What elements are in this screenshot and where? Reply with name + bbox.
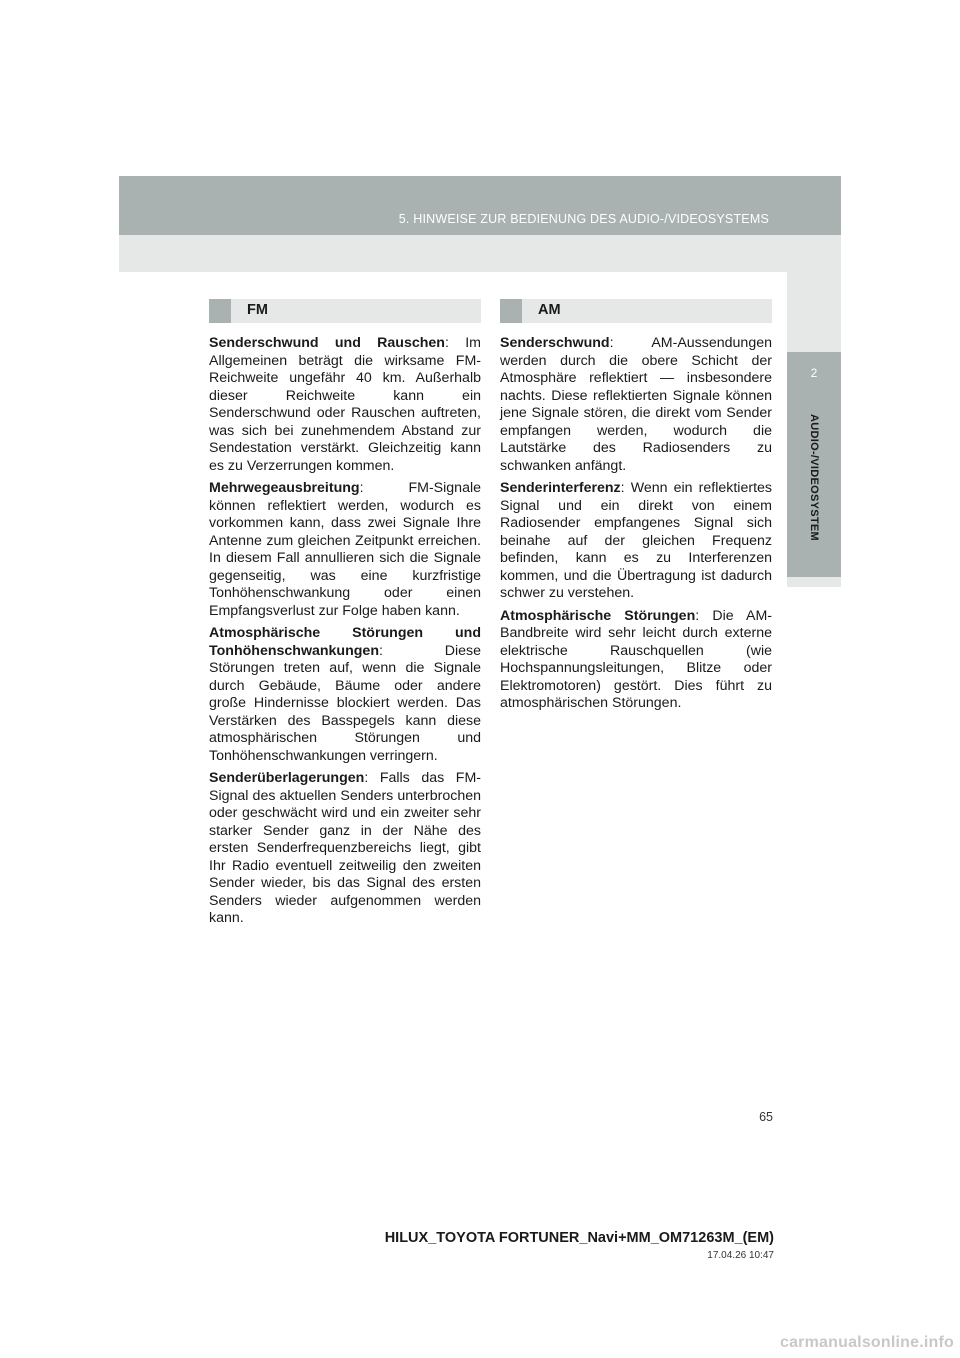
term: Atmosphärische Störungen [500,607,696,624]
footer-date: 17.04.26 10:47 [707,1250,774,1261]
fm-paragraph: Senderschwund und Rauschen: Im Allgemeinen beträgt die wirksame FM-Reichweite ungefähr 40 km. Außerhalb dieser Reichweite kann ein Senderschwund oder Rauschen auftreten, was sich bei zunehmendem Abstand zur Sendestation verstärkt. Gleichzeitig kann es zu Verzerrungen kommen. [209,335,481,474]
chapter-number: 2 [810,366,818,380]
page-number: 65 [759,1110,773,1124]
term: Senderinterferenz [500,480,621,496]
am-column [500,299,772,718]
watermark-logo: carmanualsonline.info [779,1334,954,1351]
term: Mehrwegeausbreitung [209,480,360,496]
fm-paragraph: Mehrwegeausbreitung: FM-Signale können reflektiert werden, wodurch es vorkommen kann, dass zwei Signale Ihre Antenne zum gleichen Zeitpunkt erreichen. In diesem Fall annullieren sich die Signale gegenseitig, was eine kurzfristige Tonhöhenschwankung oder einen Empfangsverlust zur Folge haben kann. [209,480,481,619]
section-marker [209,299,231,323]
header-sub-band [119,235,841,272]
am-section-title: AM [538,302,561,318]
fm-column [209,299,481,933]
term: Atmosphärische Störungen und Tonhöhenschwankungen [209,625,481,659]
footer-model-code: HILUX_TOYOTA FORTUNER_Navi+MM_OM71263M_(EM) [384,1230,774,1246]
am-paragraph: Senderinterferenz: Wenn ein reflektiertes Signal und ein direkt von einem Radiosender empfangenes Signal sich beinahe auf der gleichen Frequenz befinden, kann es zu Interferenzen kommen, und die Übertragung ist dadurch schwer zu verstehen. [500,480,772,601]
fm-paragraph: Atmosphärische Störungen und Tonhöhenschwankungen: Diese Störungen treten auf, wenn die Signale durch Gebäude, Bäume oder andere große Hindernisse blockiert werden. Das Verstärken des Basspegels kann diese atmosphärischen Störungen und Tonhöhenschwankungen verringern. [209,625,481,764]
fm-section-header [209,299,481,323]
am-paragraph: Senderschwund: AM-Aussendungen werden durch die obere Schicht der Atmosphäre reflektiert — insbesondere nachts. Diese reflektierten Signale können jene Signale stören, die direkt vom Sender empfangen werden, wodurch die Lautstärke des Radiosenders zu schwanken anfängt. [500,335,772,474]
am-section-header [500,299,772,323]
am-paragraph: Atmosphärische Störungen: Die AM-Bandbreite wird sehr leicht durch externe elektrische Rauschquellen (wie Hochspannungsleitungen, Blitze oder Elektromotoren) gestört. Dies führt zu atmosphärischen Störungen. [500,607,772,711]
term: Senderschwund [500,335,610,351]
header-band [119,176,841,235]
section-marker [500,299,522,323]
fm-section-title: FM [247,302,268,318]
term: Senderüberlagerungen [209,770,365,786]
fm-paragraph: Senderüberlagerungen: Falls das FM-Signal des aktuellen Senders unterbrochen oder geschwächt wird und ein zweiter sehr starker Sender ganz in der Nähe des ersten Senderfrequenzbereichs liegt, gibt Ihr Radio eventuell zeitweilig den zweiten Sender wieder, bis das Signal des ersten Senders wieder aufgenommen werden kann. [209,770,481,926]
term: Senderschwund und Rauschen [209,335,445,351]
chapter-side-tab [787,352,841,577]
chapter-side-label: AUDIO-/VIDEOSYSTEM [808,414,820,542]
side-tab-spacer [787,272,841,352]
chapter-heading: 5. HINWEISE ZUR BEDIENUNG DES AUDIO-/VIDEOSYSTEMS [398,212,769,226]
side-tab-bottom [787,577,841,587]
